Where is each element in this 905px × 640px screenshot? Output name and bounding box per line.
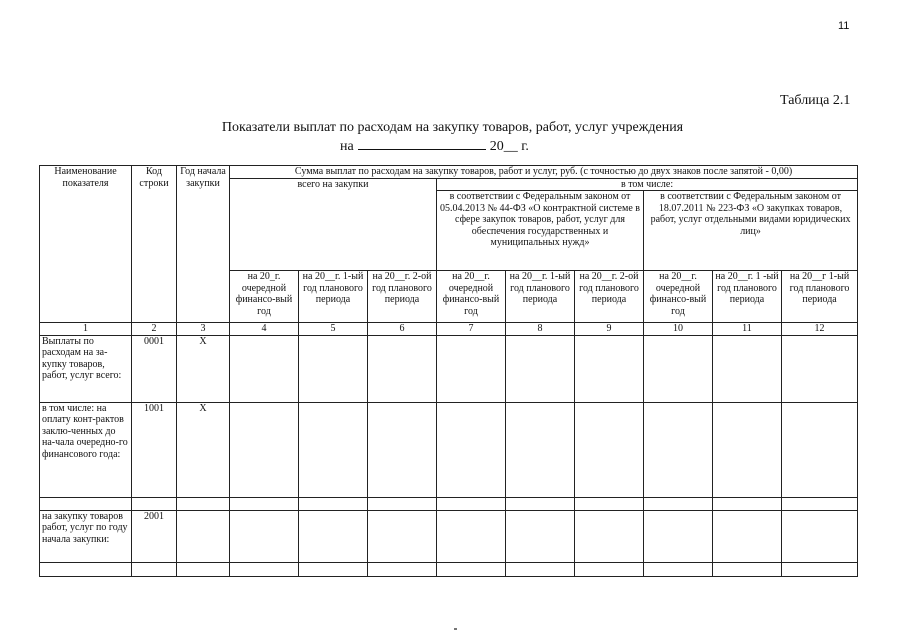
row-code <box>132 497 177 510</box>
table-row <box>40 335 858 402</box>
value-cell[interactable] <box>368 510 437 562</box>
value-cell[interactable] <box>644 335 713 402</box>
value-cell[interactable] <box>506 497 575 510</box>
row-year: X <box>177 402 230 497</box>
col-number: 9 <box>575 323 644 336</box>
value-cell[interactable] <box>644 497 713 510</box>
value-cell[interactable] <box>368 402 437 497</box>
row-name: на закупку товаров работ, услуг по году начала закупки: <box>40 510 132 562</box>
header-period: на 20__г. 2-ой год планового периода <box>368 271 437 323</box>
header-law44: в соответствии с Федеральным законом от 05.04.2013 № 44-ФЗ «О контрактной системе в сфере закупок товаров, работ, услуг для обеспечения государственных и муниципальных нужд» <box>437 191 644 271</box>
value-cell[interactable] <box>437 510 506 562</box>
value-cell[interactable] <box>299 402 368 497</box>
row-code: 2001 <box>132 510 177 562</box>
row-name: Выплаты по расходам на за-купку товаров, работ, услуг всего: <box>40 335 132 402</box>
header-period: на 20_г. очередной финансо-вый год <box>230 271 299 323</box>
row-code <box>132 562 177 576</box>
row-year <box>177 497 230 510</box>
col-number: 6 <box>368 323 437 336</box>
row-name <box>40 562 132 576</box>
value-cell[interactable] <box>506 335 575 402</box>
row-year: X <box>177 335 230 402</box>
value-cell[interactable] <box>437 402 506 497</box>
header-period: на 20__г. очередной финансо-вый год <box>437 271 506 323</box>
header-law223: в соответствии с Федеральным законом от 18.07.2011 № 223-ФЗ «О закупках товаров, работ, услуг отдельными видами юридических лиц» <box>644 191 858 271</box>
value-cell[interactable] <box>575 497 644 510</box>
value-cell[interactable] <box>368 562 437 576</box>
value-cell[interactable] <box>713 402 782 497</box>
page-number: 11 <box>838 20 850 32</box>
payments-table <box>39 165 858 577</box>
value-cell[interactable] <box>230 402 299 497</box>
value-cell[interactable] <box>713 510 782 562</box>
header-year: Год начала закупки <box>177 166 230 323</box>
header-period: на 20__г. 1-ый год планового периода <box>506 271 575 323</box>
col-number: 4 <box>230 323 299 336</box>
value-cell[interactable] <box>506 510 575 562</box>
table-number: Таблица 2.1 <box>780 93 851 108</box>
value-cell[interactable] <box>506 402 575 497</box>
col-number: 1 <box>40 323 132 336</box>
document-title: Показатели выплат по расходам на закупку товаров, работ, услуг учреждения <box>221 120 684 135</box>
value-cell[interactable] <box>782 562 858 576</box>
header-including: в том числе: <box>437 178 858 191</box>
value-cell[interactable] <box>437 497 506 510</box>
header-sum: Сумма выплат по расходам на закупку товаров, работ и услуг, руб. (с точностью до двух знаков после запятой - 0,00) <box>230 166 858 179</box>
header-period: на 20__г. 2-ой год планового периода <box>575 271 644 323</box>
value-cell[interactable] <box>575 402 644 497</box>
table-row <box>40 402 858 497</box>
value-cell[interactable] <box>230 510 299 562</box>
value-cell[interactable] <box>644 562 713 576</box>
value-cell[interactable] <box>713 562 782 576</box>
value-cell[interactable] <box>230 335 299 402</box>
value-cell[interactable] <box>299 562 368 576</box>
value-cell[interactable] <box>644 510 713 562</box>
value-cell[interactable] <box>368 497 437 510</box>
header-period: на 20__г. 1 -ый год планового периода <box>713 271 782 323</box>
value-cell[interactable] <box>506 562 575 576</box>
value-cell[interactable] <box>437 335 506 402</box>
value-cell[interactable] <box>575 510 644 562</box>
col-number: 8 <box>506 323 575 336</box>
row-code: 1001 <box>132 402 177 497</box>
header-period: на 20__г. очередной финансо-вый год <box>644 271 713 323</box>
table-row <box>40 562 858 576</box>
value-cell[interactable] <box>299 497 368 510</box>
row-name <box>40 497 132 510</box>
document-title-line2 <box>340 137 529 155</box>
value-cell[interactable] <box>368 335 437 402</box>
header-code: Код строки <box>132 166 177 323</box>
col-number: 5 <box>299 323 368 336</box>
header-total: всего на закупки <box>230 178 437 271</box>
row-year <box>177 562 230 576</box>
row-year <box>177 510 230 562</box>
table-row <box>40 497 858 510</box>
value-cell[interactable] <box>437 562 506 576</box>
col-number: 11 <box>713 323 782 336</box>
value-cell[interactable] <box>230 562 299 576</box>
title-prefix: на <box>340 139 354 154</box>
value-cell[interactable] <box>644 402 713 497</box>
col-number: 12 <box>782 323 858 336</box>
value-cell[interactable] <box>782 402 858 497</box>
value-cell[interactable] <box>713 497 782 510</box>
table-row <box>40 510 858 562</box>
value-cell[interactable] <box>299 335 368 402</box>
col-number: 2 <box>132 323 177 336</box>
scan-speck <box>454 628 457 630</box>
header-name: Наименование показателя <box>40 166 132 323</box>
value-cell[interactable] <box>782 497 858 510</box>
title-suffix: 20__ г. <box>489 139 529 154</box>
value-cell[interactable] <box>575 335 644 402</box>
row-code: 0001 <box>132 335 177 402</box>
col-number: 10 <box>644 323 713 336</box>
header-period: на 20__г 1-ый год планового периода <box>782 271 858 323</box>
value-cell[interactable] <box>230 497 299 510</box>
value-cell[interactable] <box>713 335 782 402</box>
value-cell[interactable] <box>299 510 368 562</box>
title-blank-line <box>358 137 486 150</box>
col-number: 3 <box>177 323 230 336</box>
value-cell[interactable] <box>782 335 858 402</box>
header-period: на 20__г. 1-ый год планового периода <box>299 271 368 323</box>
col-number: 7 <box>437 323 506 336</box>
value-cell[interactable] <box>782 510 858 562</box>
row-name: в том числе: на оплату конт-рактов заклю-ченных до на-чала очередно-го финансового года: <box>40 402 132 497</box>
value-cell[interactable] <box>575 562 644 576</box>
